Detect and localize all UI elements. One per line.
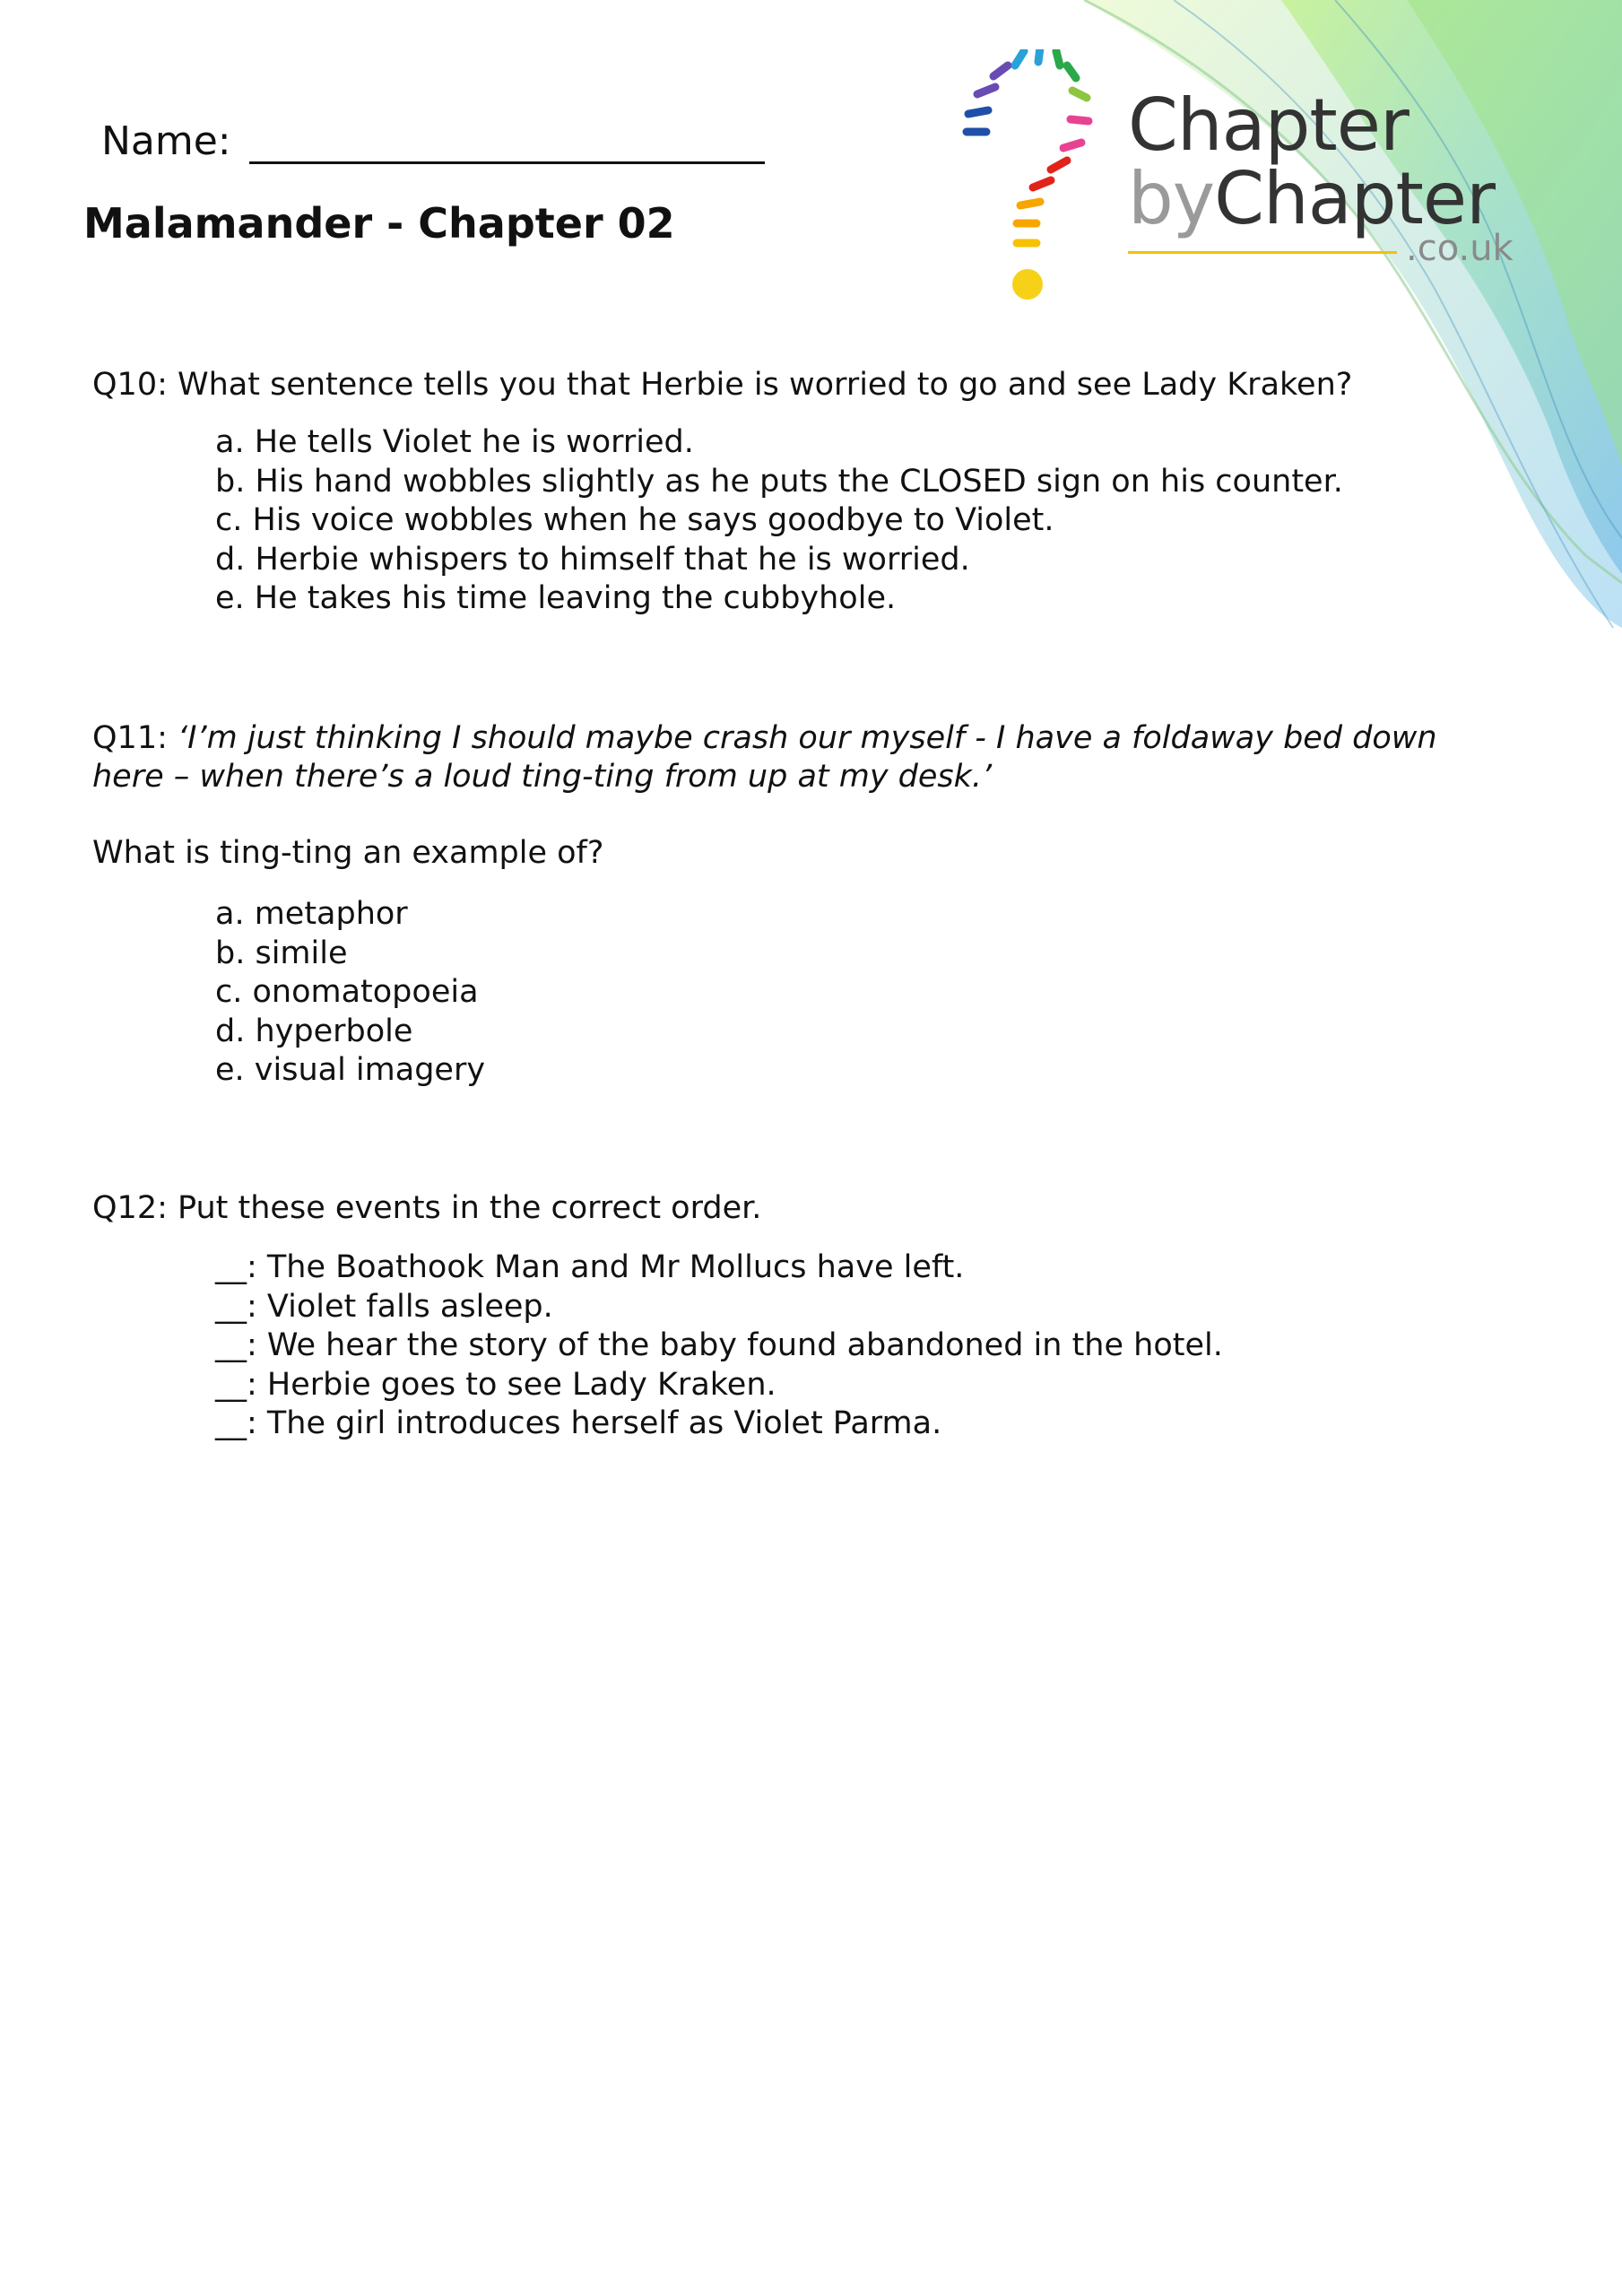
question-10-prompt: Q10: What sentence tells you that Herbie is worried to go and see Lady Kraken?	[92, 367, 1353, 403]
option-a[interactable]: a. metaphor	[215, 896, 408, 932]
name-row	[101, 118, 765, 164]
option-e[interactable]: e. visual imagery	[215, 1052, 486, 1088]
option-e[interactable]: e. He takes his time leaving the cubbyhole.	[215, 580, 897, 616]
option-b[interactable]: b. His hand wobbles slightly as he puts the CLOSED sign on his counter.	[215, 463, 1343, 500]
question-12-events	[215, 1248, 1223, 1444]
question-11-quote	[92, 719, 1437, 796]
event-item[interactable]: __: We hear the story of the baby found abandoned in the hotel.	[215, 1327, 1223, 1363]
brand-domain: .co.uk	[1406, 228, 1514, 269]
question-mark-books-icon	[950, 49, 1121, 309]
question-11-prefix: Q11:	[92, 720, 178, 756]
question-12-prompt: Q12: Put these events in the correct order.	[92, 1190, 762, 1226]
brand-underline	[1128, 251, 1397, 254]
option-d[interactable]: d. Herbie whispers to himself that he is worried.	[215, 541, 970, 578]
question-11-prompt: What is ting-ting an example of?	[92, 835, 604, 871]
brand-chapter: Chapter	[1214, 157, 1495, 240]
brand-line-2	[1128, 157, 1495, 240]
name-field[interactable]	[249, 122, 765, 164]
quote-line-2: here – when there’s a loud ting-ting from up at my desk.’	[92, 759, 993, 795]
question-11-options	[215, 895, 485, 1091]
option-a[interactable]: a. He tells Violet he is worried.	[215, 424, 694, 460]
event-item[interactable]: __: Herbie goes to see Lady Kraken.	[215, 1366, 776, 1403]
option-c[interactable]: c. His voice wobbles when he says goodbye to Violet.	[215, 502, 1054, 538]
event-item[interactable]: __: The Boathook Man and Mr Mollucs have left.	[215, 1249, 965, 1285]
brand-logo	[1128, 83, 1514, 269]
option-b[interactable]: b. simile	[215, 935, 348, 971]
option-d[interactable]: d. hyperbole	[215, 1013, 413, 1049]
brand-by: by	[1128, 157, 1215, 240]
event-item[interactable]: __: The girl introduces herself as Violet Parma.	[215, 1405, 942, 1441]
brand-line-1: Chapter	[1128, 83, 1409, 167]
worksheet-title: Malamander - Chapter 02	[83, 199, 675, 248]
question-10-options	[215, 423, 1343, 619]
quote-line-1: ‘I’m just thinking I should maybe crash our myself - I have a foldaway bed down	[178, 720, 1437, 756]
name-label: Name:	[101, 118, 231, 164]
option-c[interactable]: c. onomatopoeia	[215, 974, 479, 1010]
event-item[interactable]: __: Violet falls asleep.	[215, 1288, 553, 1325]
